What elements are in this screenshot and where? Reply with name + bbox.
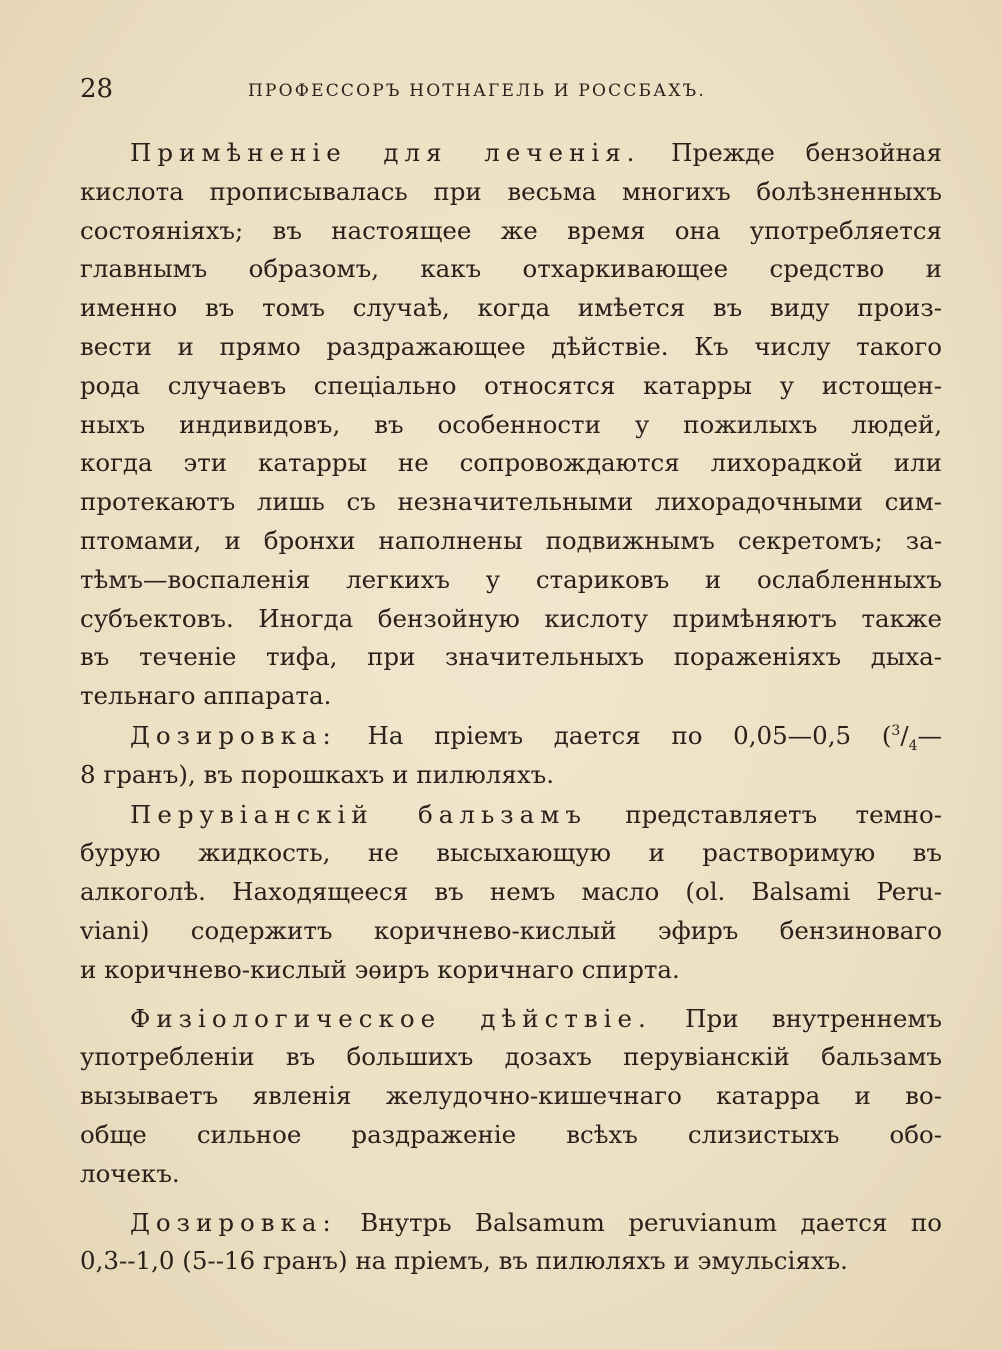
fraction-slash: / [900, 720, 909, 750]
text-line: употребленіи въ большихъ дозахъ перувіанскій бальзамъ [80, 1042, 942, 1072]
paragraph-first-line [80, 134, 942, 173]
paragraph-dosage-balsam [80, 1204, 942, 1282]
text-line: субъектовъ. Иногда бензойную кислоту примѣняютъ также [80, 603, 942, 633]
text-line: ныхъ индивидовъ, въ особенности у пожилыхъ людей, [80, 409, 942, 439]
text-line: viani) содержитъ коричнево-кислый эфиръ бензиноваго [80, 915, 942, 945]
line-text: представляетъ темно- [625, 799, 942, 829]
paragraph-application [80, 134, 942, 716]
text-line: когда эти катарры не сопровождаются лихорадкой или [80, 448, 942, 478]
text-line: вести и прямо раздражающее дѣйствіе. Къ числу такого [80, 331, 942, 361]
section-heading: Дозировка: [130, 720, 337, 750]
text-line: тѣмъ—воспаленія легкихъ у стариковъ и ослабленныхъ [80, 564, 942, 594]
paragraph-first-line [80, 1000, 942, 1039]
line-text: Внутрь Balsamum peruvianum дается по [360, 1207, 942, 1237]
text-line: именно въ томъ случаѣ, когда имѣется въ виду произ- [80, 293, 942, 323]
fraction-numerator: 3 [891, 722, 901, 739]
text-line: вызываетъ явленія желудочно-кишечнаго катарра и во- [80, 1081, 942, 1111]
paragraph-dosage-benzoic [80, 717, 942, 795]
text-line: состояніяхъ; въ настоящее же время она употребляется [80, 215, 942, 245]
text-line: тельнаго аппарата. [80, 681, 332, 711]
section-heading: Перувіанскій бальзамъ [130, 799, 587, 829]
line-text: На пріемъ дается по 0,05—0,5 ( [367, 720, 892, 750]
line-text: Прежде бензойная [671, 138, 942, 167]
paragraph-peruvian-balsam [80, 796, 942, 990]
section-heading: Физіологическое дѣйствіе. [130, 1003, 652, 1033]
text-line: въ теченіе тифа, при значительныхъ пораженіяхъ дыха- [80, 642, 942, 672]
body-text [80, 134, 942, 1281]
paragraph-first-line [80, 1204, 942, 1243]
text-line: главнымъ образомъ, какъ отхаркивающее средство и [80, 254, 942, 284]
page-header [80, 74, 942, 104]
text-line: 0,3--1,0 (5--16 гранъ) на пріемъ, въ пилюляхъ и эмульсіяхъ. [80, 1246, 848, 1276]
text-line: и коричнево-кислый эѳиръ коричнаго спирта. [80, 954, 680, 984]
paragraph-physiological-action [80, 1000, 942, 1194]
paragraph-first-line [80, 796, 942, 835]
page-number: 28 [80, 74, 114, 104]
line-text: При внутреннемъ [685, 1003, 942, 1033]
text-line: рода случаевъ спеціально относятся катарры у истощен- [80, 370, 942, 400]
text-line: бурую жидкость, не высыхающую и растворимую въ [80, 838, 942, 868]
text-line: протекаютъ лишь съ незначительными лихорадочными сим- [80, 487, 942, 517]
text-line: обще сильное раздраженіе всѣхъ слизистыхъ обо- [80, 1119, 942, 1149]
fraction-denominator: 4 [908, 737, 918, 754]
paragraph-first-line [80, 717, 942, 756]
text-line: алкоголѣ. Находящееся въ немъ масло (ol. Balsami Peru- [80, 877, 942, 907]
line-text: — [917, 720, 942, 750]
text-line: птомами, и бронхи наполнены подвижнымъ секретомъ; за- [80, 525, 942, 555]
section-heading: Примѣненіе для леченія. [130, 138, 641, 167]
section-heading: Дозировка: [130, 1207, 337, 1237]
text-line: кислота прописывалась при весьма многихъ болѣзненныхъ [80, 176, 942, 206]
running-head: ПРОФЕССОРЪ НОТНАГЕЛЬ И РОССБАХЪ. [248, 81, 706, 101]
text-line: 8 гранъ), въ порошкахъ и пилюляхъ. [80, 759, 555, 789]
text-line: лочекъ. [80, 1158, 180, 1188]
